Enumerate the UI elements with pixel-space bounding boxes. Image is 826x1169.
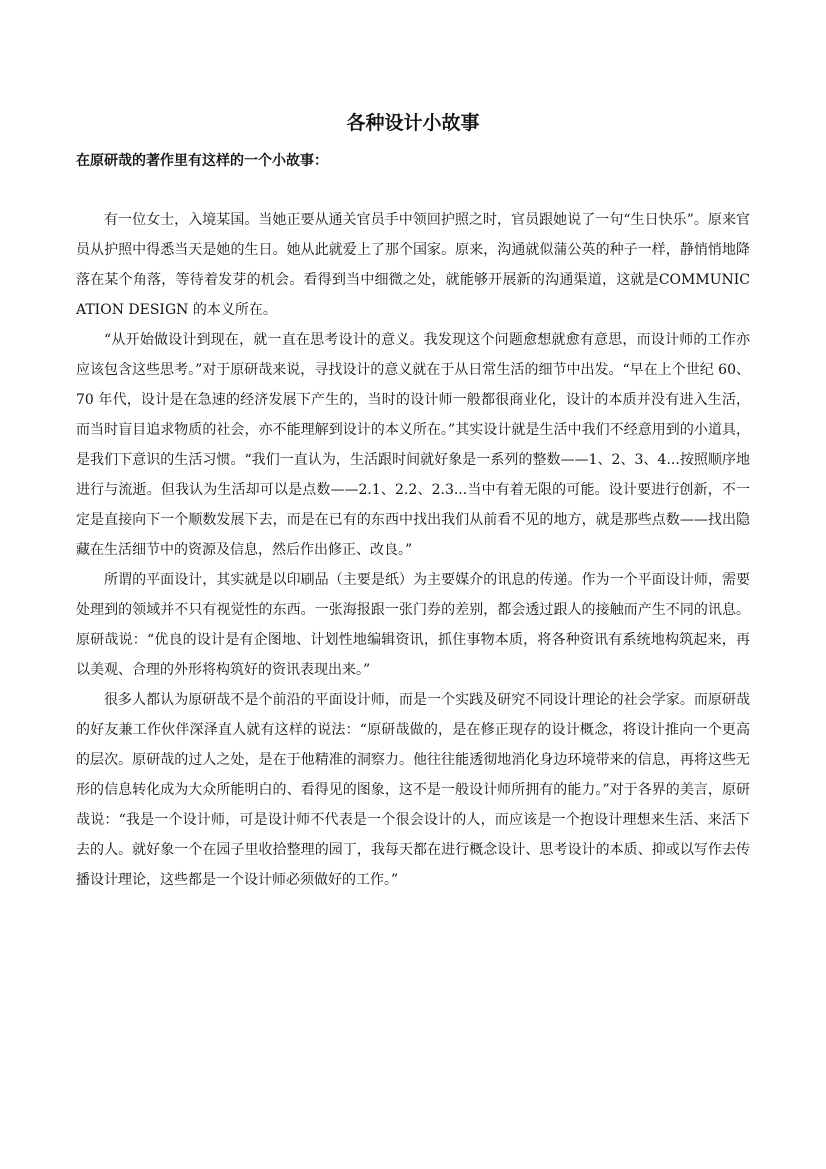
document-subtitle: 在原研哉的著作里有这样的一个小故事：: [76, 153, 328, 169]
document-page: [76, 0, 750, 1169]
document-body: [76, 205, 750, 895]
document-title: 各种设计小故事: [346, 112, 480, 134]
paragraph-2: “从开始做设计到现在，就一直在思考设计的意义。我发现这个问题愈想就愈有意思，而设计师的工作亦应该包含这些思考。”对于原研哉来说，寻找设计的意义就在于从日常生活的细节中出发。“早在上个世纪 60、70 年代，设计是在急速的经济发展下产生的，当时的设计师一般都很商业化，设计的本质并没有进入生活，而当时盲目追求物质的社会，亦不能理解到设计的本义所在。”其实设计就是生活中我们不经意用到的小道具，是我们下意识的生活习惯。“我们一直认为，生活跟时间就好象是一系列的整数——1、2、3、4...按照顺序地进行与流逝。但我认为生活却可以是点数——2.1、2.2、2.3...当中有着无限的可能。设计要进行创新，不一定是直接向下一个顺数发展下去，而是在已有的东西中找出我们从前看不见的地方，就是那些点数——找出隐藏在生活细节中的资源及信息，然后作出修正、改良。”: [76, 332, 750, 558]
paragraph-1: 有一位女士，入境某国。当她正要从通关官员手中领回护照之时，官员跟她说了一句“生日快乐”。原来官员从护照中得悉当天是她的生日。她从此就爱上了那个国家。原来，沟通就似蒲公英的种子一样，静悄悄地降落在某个角落，等待着发芽的机会。看得到当中细微之处，就能够开展新的沟通渠道，这就是COMMUNICATION DESIGN 的本义所在。: [76, 212, 750, 318]
paragraph-4: 很多人都认为原研哉不是个前沿的平面设计师，而是一个实践及研究不同设计理论的社会学家。而原研哉的好友兼工作伙伴深泽直人就有这样的说法：“原研哉做的，是在修正现存的设计概念，将设计推向一个更高的层次。原研哉的过人之处，是在于他精准的洞察力。他往往能透彻地消化身边环境带来的信息，再将这些无形的信息转化成为大众所能明白的、看得见的图象，这不是一般设计师所拥有的能力。”对于各界的美言，原研哉说：“我是一个设计师，可是设计师不代表是一个很会设计的人，而应该是一个抱设计理想来生活、来活下去的人。就好象一个在园子里收拾整理的园丁，我每天都在进行概念设计、思考设计的本质、抑或以写作去传播设计理论，这些都是一个设计师必须做好的工作。”: [76, 692, 750, 888]
paragraph-3: 所谓的平面设计，其实就是以印刷品（主要是纸）为主要媒介的讯息的传递。作为一个平面设计师，需要处理到的领域并不只有视觉性的东西。一张海报跟一张门券的差别，都会透过跟人的接触而产生不同的讯息。原研哉说：“优良的设计是有企图地、计划性地编辑资讯，抓住事物本质，将各种资讯有系统地构筑起来，再以美观、合理的外形将构筑好的资讯表现出来。”: [76, 572, 750, 678]
